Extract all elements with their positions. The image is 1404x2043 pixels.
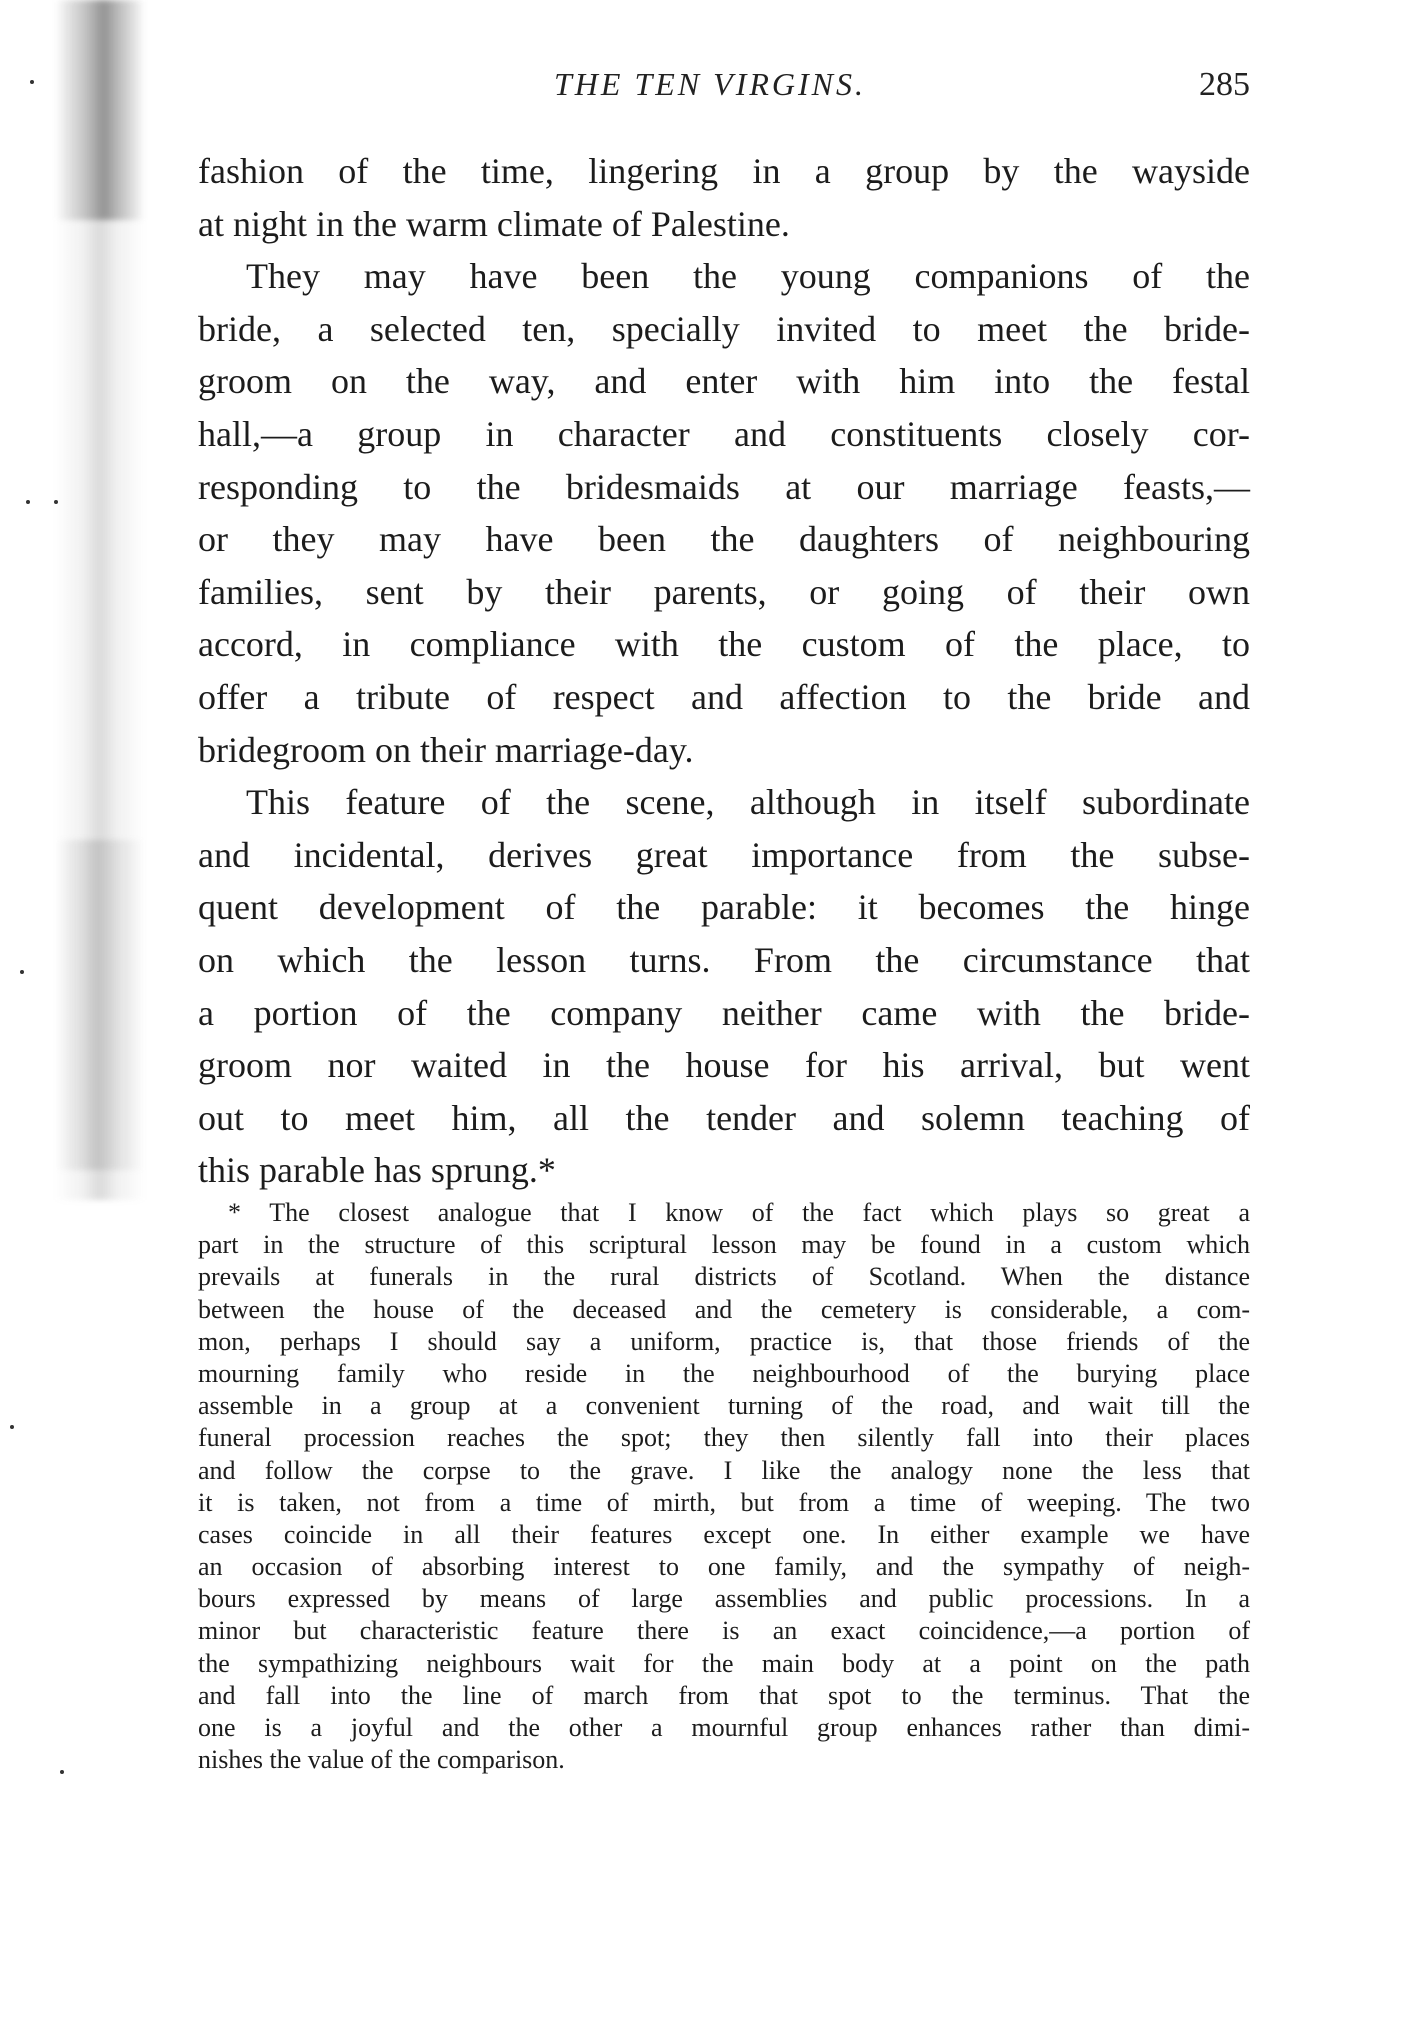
scan-speck — [26, 500, 30, 504]
footnote-line: mourning family who reside in the neighbourhood of the burying place — [198, 1358, 1250, 1388]
footnote-line: and follow the corpse to the grave. I like the analogy none the less that — [198, 1455, 1250, 1485]
footnote-line: the sympathizing neighbours wait for the main body at a point on the path — [198, 1648, 1250, 1678]
text-line: fashion of the time, lingering in a group by the wayside — [198, 151, 1250, 191]
footnote-line: cases coincide in all their features except one. In either example we have — [198, 1519, 1250, 1549]
text-line: This feature of the scene, although in itself subordinate — [246, 782, 1250, 823]
text-line: bridegroom on their marriage-day. — [198, 729, 694, 770]
footnote-line: funeral procession reaches the spot; they then silently fall into their places — [198, 1423, 1250, 1453]
text-line: at night in the warm climate of Palestine. — [198, 203, 790, 244]
text-line: They may have been the young companions of the — [246, 256, 1250, 297]
text-line: quent development of the parable: it becomes the hinge — [198, 887, 1250, 928]
footnote-line: * The closest analogue that I know of the fact which plays so great a — [228, 1198, 1250, 1227]
scan-speck — [60, 1770, 64, 1774]
footnote-line: bours expressed by means of large assemblies and public processions. In a — [198, 1584, 1250, 1614]
footnote-line: assemble in a group at a convenient turning of the road, and wait till the — [198, 1391, 1250, 1421]
text-line: on which the lesson turns. From the circumstance that — [198, 939, 1250, 980]
text-line: this parable has sprung.* — [198, 1150, 556, 1191]
text-line: out to meet him, all the tender and solemn teaching of — [198, 1097, 1250, 1138]
text-line: hall,—a group in character and constituents closely cor- — [198, 413, 1250, 454]
text-line: a portion of the company neither came with the bride- — [198, 992, 1250, 1033]
footnote-line: it is taken, not from a time of mirth, but from a time of weeping. The two — [198, 1487, 1250, 1517]
binding-shadow-mid — [55, 840, 145, 1170]
scan-speck — [20, 970, 24, 974]
binding-shadow-top — [55, 0, 145, 220]
footnote-line: prevails at funerals in the rural districts of Scotland. When the distance — [198, 1262, 1250, 1292]
text-line: accord, in compliance with the custom of the place, to — [198, 624, 1250, 665]
page-number: 285 — [1199, 66, 1250, 103]
footnote-line: nishes the value of the comparison. — [198, 1745, 565, 1775]
text-line: groom on the way, and enter with him into the festal — [198, 361, 1250, 402]
footnote-line: part in the structure of this scriptural lesson may be found in a custom which — [198, 1230, 1250, 1260]
footnote-line: and fall into the line of march from that spot to the terminus. That the — [198, 1680, 1250, 1710]
running-title: THE TEN VIRGINS. — [554, 66, 866, 102]
footnote — [198, 1197, 1250, 1776]
page-header — [198, 66, 1250, 118]
footnote-line: one is a joyful and the other a mournful group enhances rather than dimi- — [198, 1713, 1250, 1742]
footnote-line: mon, perhaps I should say a uniform, practice is, that those friends of the — [198, 1326, 1250, 1356]
footnote-line: an occasion of absorbing interest to one family, and the sympathy of neigh- — [198, 1552, 1250, 1582]
text-line: bride, a selected ten, specially invited to meet the bride- — [198, 308, 1250, 349]
text-line: families, sent by their parents, or going of their own — [198, 571, 1250, 612]
footnote-line: between the house of the deceased and the cemetery is considerable, a com- — [198, 1294, 1250, 1324]
text-line: responding to the bridesmaids at our marriage feasts,— — [198, 466, 1250, 507]
text-line: and incidental, derives great importance from the subse- — [198, 834, 1250, 875]
text-line: or they may have been the daughters of neighbouring — [198, 519, 1250, 560]
footnote-line: minor but characteristic feature there is an exact coincidence,—a portion of — [198, 1616, 1250, 1646]
scan-speck — [54, 500, 58, 504]
scan-speck — [30, 80, 34, 84]
text-line: groom nor waited in the house for his arrival, but went — [198, 1045, 1250, 1086]
text-line: offer a tribute of respect and affection to the bride and — [198, 676, 1250, 717]
scan-speck — [10, 1425, 14, 1429]
main-text — [198, 145, 1250, 1197]
